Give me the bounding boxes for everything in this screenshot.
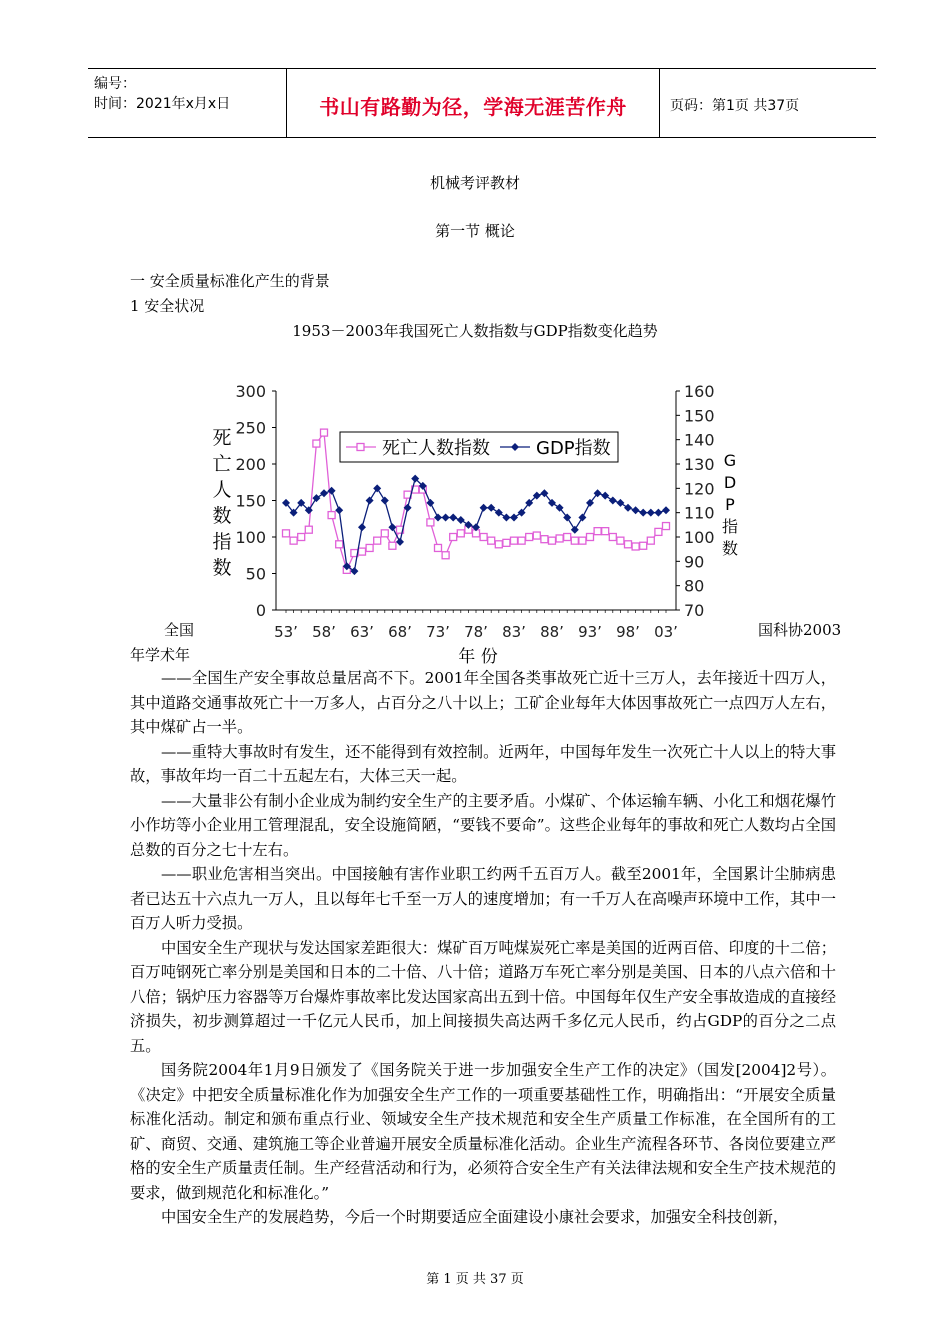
right-tick-label: 160 (684, 382, 715, 401)
left-tick-label: 0 (255, 601, 266, 620)
left-axis-title-char: 人 (212, 479, 232, 501)
data-point (549, 537, 556, 544)
right-axis-title-char: G (723, 451, 737, 470)
data-point (602, 528, 609, 535)
data-point (594, 528, 601, 535)
motto: 书山有路勤为径，学海无涯苦作舟 (319, 95, 627, 119)
paragraph: ——重特大事故时有发生，还不能得到有效控制。近两年，中国每年发生一次死亡十人以上的特大事故，事故年均一百二十五起左右，大体三天一起。 (130, 742, 836, 785)
right-axis-title-char: D (723, 473, 737, 492)
data-point (526, 534, 533, 541)
data-point (488, 537, 495, 544)
data-point (366, 544, 373, 551)
heading-1: 一 安全质量标准化产生的背景 (130, 272, 330, 290)
paragraph: ——职业危害相当突出。中国接触有害作业职工约两千五百万人。截至2001年，全国累计尘肺病患者已达五十六点九一万人，且以每年七千至一万人的速度增加；有一千万人在高噪声环境中工作，其中一百万人听力受损。 (130, 865, 836, 932)
left-axis-title-char: 亡 (212, 453, 232, 475)
right-tick-label: 100 (684, 528, 715, 547)
data-point (625, 541, 632, 548)
data-point (655, 528, 662, 535)
x-tick-label: 03’ (654, 623, 678, 641)
left-tick-label: 200 (235, 455, 266, 474)
right-axis-title-char: 指 (721, 517, 739, 536)
data-point (640, 542, 647, 549)
x-tick-label: 78’ (464, 623, 488, 641)
right-axis-title-char: P (725, 495, 735, 514)
legend-label: 死亡人数指数 (382, 438, 490, 459)
document-header (88, 68, 876, 138)
source-left: 全国 (164, 621, 195, 639)
legend-label: GDP指数 (536, 438, 611, 459)
left-tick-label: 300 (235, 382, 266, 401)
data-point (290, 537, 297, 544)
data-point (336, 541, 343, 548)
left-tick-label: 250 (235, 418, 266, 438)
x-tick-label: 68’ (388, 623, 412, 641)
right-axis-title-char: 数 (721, 539, 739, 558)
right-tick-label: 90 (684, 552, 705, 572)
body-text (130, 666, 836, 1230)
left-tick-label: 150 (235, 491, 266, 511)
data-point (503, 539, 510, 546)
trend-chart (200, 372, 756, 668)
x-tick-label: 58’ (312, 623, 336, 641)
data-point (579, 537, 586, 544)
paragraph: 中国安全生产现状与发达国家差距很大：煤矿百万吨煤炭死亡率是美国的近两百倍、印度的十二倍；百万吨钢死亡率分别是美国和日本的二十倍、八十倍；道路万车死亡率分别是美国、日本的八点六倍和十八倍；锅炉压力容器等万台爆炸事故率比发达国家高出五到十倍。中国每年仅生产安全事故造成的直接经济损失，初步测算超过一千亿元人民币，加上间接损失高达两千多亿元人民币，约占GDP的百分之二点五。 (130, 938, 836, 1055)
number-label: 编号： (94, 76, 136, 92)
header-motto-cell (287, 69, 660, 137)
data-point (283, 530, 290, 537)
document-title: 机械考评教材 (429, 174, 520, 192)
page-code: 页码：第1页 共37页 (670, 98, 800, 114)
data-point (427, 519, 434, 526)
data-point (511, 537, 518, 544)
left-tick-label: 100 (235, 528, 266, 547)
data-point (632, 543, 639, 550)
left-tick-label: 50 (245, 564, 266, 584)
data-point (541, 536, 548, 543)
right-tick-label: 140 (684, 430, 715, 450)
data-point (305, 526, 312, 533)
left-axis-title-char: 指 (212, 531, 232, 553)
data-point (457, 530, 464, 537)
data-point (564, 534, 571, 541)
paragraph: ——大量非公有制小企业成为制约安全生产的主要矛盾。小煤矿、个体运输车辆、小化工和烟花爆竹小作坊等小企业用工管理混乱，安全设施简陋，“要钱不要命”。这些企业每年的事故和死亡人数均占全国总数的百分之七十左右。 (130, 791, 836, 859)
data-point (442, 552, 449, 559)
data-point (533, 532, 540, 539)
x-axis-title: 年 份 (458, 647, 498, 667)
data-point (571, 537, 578, 544)
paragraph: 中国安全生产的发展趋势，今后一个时期要适应全面建设小康社会要求，加强安全科技创新， (161, 1208, 789, 1226)
data-point (556, 535, 563, 542)
data-point (321, 429, 328, 436)
data-point (328, 512, 335, 519)
data-point (617, 537, 624, 544)
data-point (389, 542, 396, 549)
x-tick-label: 83’ (502, 623, 526, 641)
data-point (609, 534, 616, 541)
header-left-cell (88, 69, 287, 137)
x-tick-label: 63’ (350, 623, 374, 641)
section-title: 第一节 概论 (435, 222, 515, 240)
x-tick-label: 73’ (426, 623, 450, 641)
x-tick-label: 88’ (540, 623, 564, 641)
left-axis-title-char: 数 (212, 505, 232, 527)
chart-caption: 1953－2003年我国死亡人数指数与GDP指数变化趋势 (292, 322, 658, 340)
data-point (518, 537, 525, 544)
source-right: 国科协2003 (758, 621, 842, 639)
right-tick-label: 120 (684, 479, 715, 499)
heading-2: 1 安全状况 (130, 297, 205, 315)
left-axis-title-char: 死 (212, 427, 232, 449)
data-point (663, 523, 670, 530)
right-tick-label: 80 (684, 576, 705, 596)
data-point (587, 534, 594, 541)
data-point (313, 440, 320, 447)
data-point (298, 534, 305, 541)
data-point (480, 534, 487, 541)
left-axis-title-char: 数 (212, 557, 232, 579)
data-point (359, 548, 366, 555)
header-page-cell (660, 69, 876, 137)
x-tick-label: 93’ (578, 623, 602, 641)
data-point (435, 544, 442, 551)
data-point (374, 537, 381, 544)
x-tick-label: 53’ (274, 623, 298, 641)
time-label: 时间：2021年x月x日 (94, 96, 231, 112)
paragraph: ——全国生产安全事故总量居高不下。2001年全国各类事故死亡近十三万人，去年接近十四万人，其中道路交通事故死亡十一万多人，占百分之八十以上；工矿企业每年大体因事故死亡一点四万人左右，其中煤矿占一半。 (130, 669, 836, 736)
right-tick-label: 110 (684, 503, 715, 523)
data-point (381, 530, 388, 537)
data-point (647, 537, 654, 544)
x-tick-label: 98’ (616, 623, 640, 641)
right-tick-label: 150 (684, 406, 715, 426)
paragraph: 国务院2004年1月9日颁发了《国务院关于进一步加强安全生产工作的决定》（国发[2004]2号）。《决定》中把安全质量标准化作为加强安全生产工作的一项重要基础性工作，明确指出：“开展安全质量标准化活动。制定和颁布重点行业、领域安全生产技术规范和安全生产质量工作标准，在全国所有的工矿、商贸、交通、建筑施工等企业普遍开展安全质量标准化活动。企业生产流程各环节、各岗位要建立严格的安全生产质量责任制。生产经营活动和行为，必须符合安全生产有关法律法规和安全生产技术规范的要求，做到规范化和标准化。” (130, 1061, 836, 1202)
page-footer: 第 1 页 共 37 页 (426, 1272, 524, 1287)
right-tick-label: 130 (684, 455, 715, 474)
right-tick-label: 70 (684, 601, 705, 620)
source-line-2: 年学术年 (130, 646, 191, 664)
data-point (450, 534, 457, 541)
data-point (495, 541, 502, 548)
legend-marker (357, 444, 364, 451)
